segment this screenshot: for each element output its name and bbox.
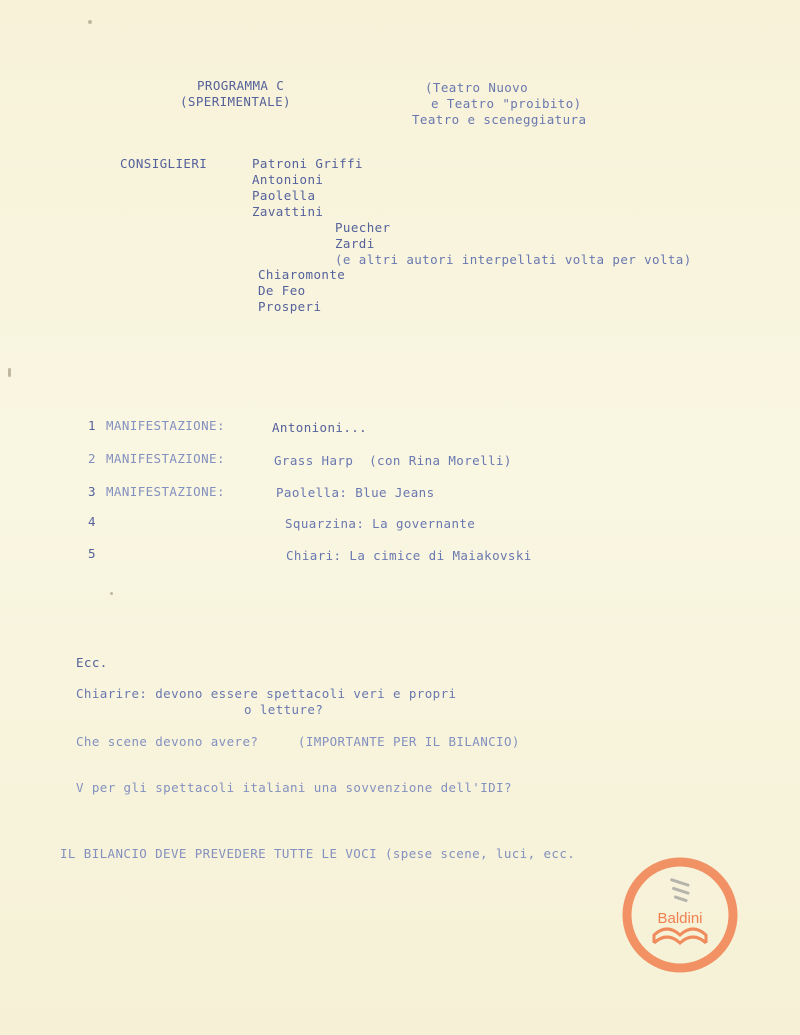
- manifestazione-title: Antonioni...: [272, 420, 368, 435]
- header-right-line-2: e Teatro "proibito): [431, 96, 582, 111]
- manifestazione-number: 1: [88, 418, 96, 433]
- manifestazione-title: Grass Harp (con Rina Morelli): [274, 453, 512, 468]
- manifestazione-number: 5: [88, 546, 96, 561]
- program-title: PROGRAMMA C: [197, 78, 285, 93]
- consigliere-name: Chiaromonte: [258, 267, 346, 282]
- program-subtitle: (SPERIMENTALE): [180, 94, 291, 109]
- sovvenzione-question: V per gli spettacoli italiani una sovvenzione dell'IDI?: [76, 780, 512, 795]
- chiarire-line-1: Chiarire: devono essere spettacoli veri e propri: [76, 686, 457, 701]
- manifestazione-label: MANIFESTAZIONE:: [106, 418, 225, 433]
- manifestazione-title: Squarzina: La governante: [285, 516, 476, 531]
- manifestazione-title: Paolella: Blue Jeans: [276, 485, 435, 500]
- consigliere-name: Zavattini: [252, 204, 324, 219]
- header-right-line-3: Teatro e sceneggiatura: [412, 112, 587, 127]
- manifestazione-label: MANIFESTAZIONE:: [106, 484, 225, 499]
- manifestazione-number: 3: [88, 484, 96, 499]
- consigliere-name: Antonioni: [252, 172, 324, 187]
- stamp-text-lines-icon: [670, 878, 690, 902]
- consigliere-name: Paolella: [252, 188, 316, 203]
- consiglieri-label: CONSIGLIERI: [120, 156, 208, 171]
- paper-speck: [88, 20, 92, 24]
- manifestazione-number: 4: [88, 514, 96, 529]
- chiarire-line-2: o letture?: [244, 702, 324, 717]
- consigliere-name: Puecher: [335, 220, 391, 235]
- paper-speck: [8, 368, 11, 377]
- paper-speck: [110, 592, 113, 595]
- ecc-text: Ecc.: [76, 655, 108, 670]
- consigliere-name: Zardi: [335, 236, 375, 251]
- manifestazione-title: Chiari: La cimice di Maiakovski: [286, 548, 532, 563]
- consigliere-name: Prosperi: [258, 299, 322, 314]
- header-right-line-1: (Teatro Nuovo: [425, 80, 529, 95]
- consigliere-name: De Feo: [258, 283, 306, 298]
- stamp-label: Baldini: [657, 910, 703, 927]
- manifestazione-number: 2: [88, 451, 96, 466]
- consiglieri-note: (e altri autori interpellati volta per volta): [335, 252, 692, 267]
- bilancio-note: IL BILANCIO DEVE PREVEDERE TUTTE LE VOCI (spese scene, luci, ecc.: [60, 846, 576, 861]
- scene-question: Che scene devono avere? (IMPORTANTE PER IL BILANCIO): [76, 734, 520, 749]
- open-book-icon: [654, 929, 706, 943]
- manifestazione-label: MANIFESTAZIONE:: [106, 451, 225, 466]
- consigliere-name: Patroni Griffi: [252, 156, 363, 171]
- baldini-library-stamp: [622, 857, 738, 973]
